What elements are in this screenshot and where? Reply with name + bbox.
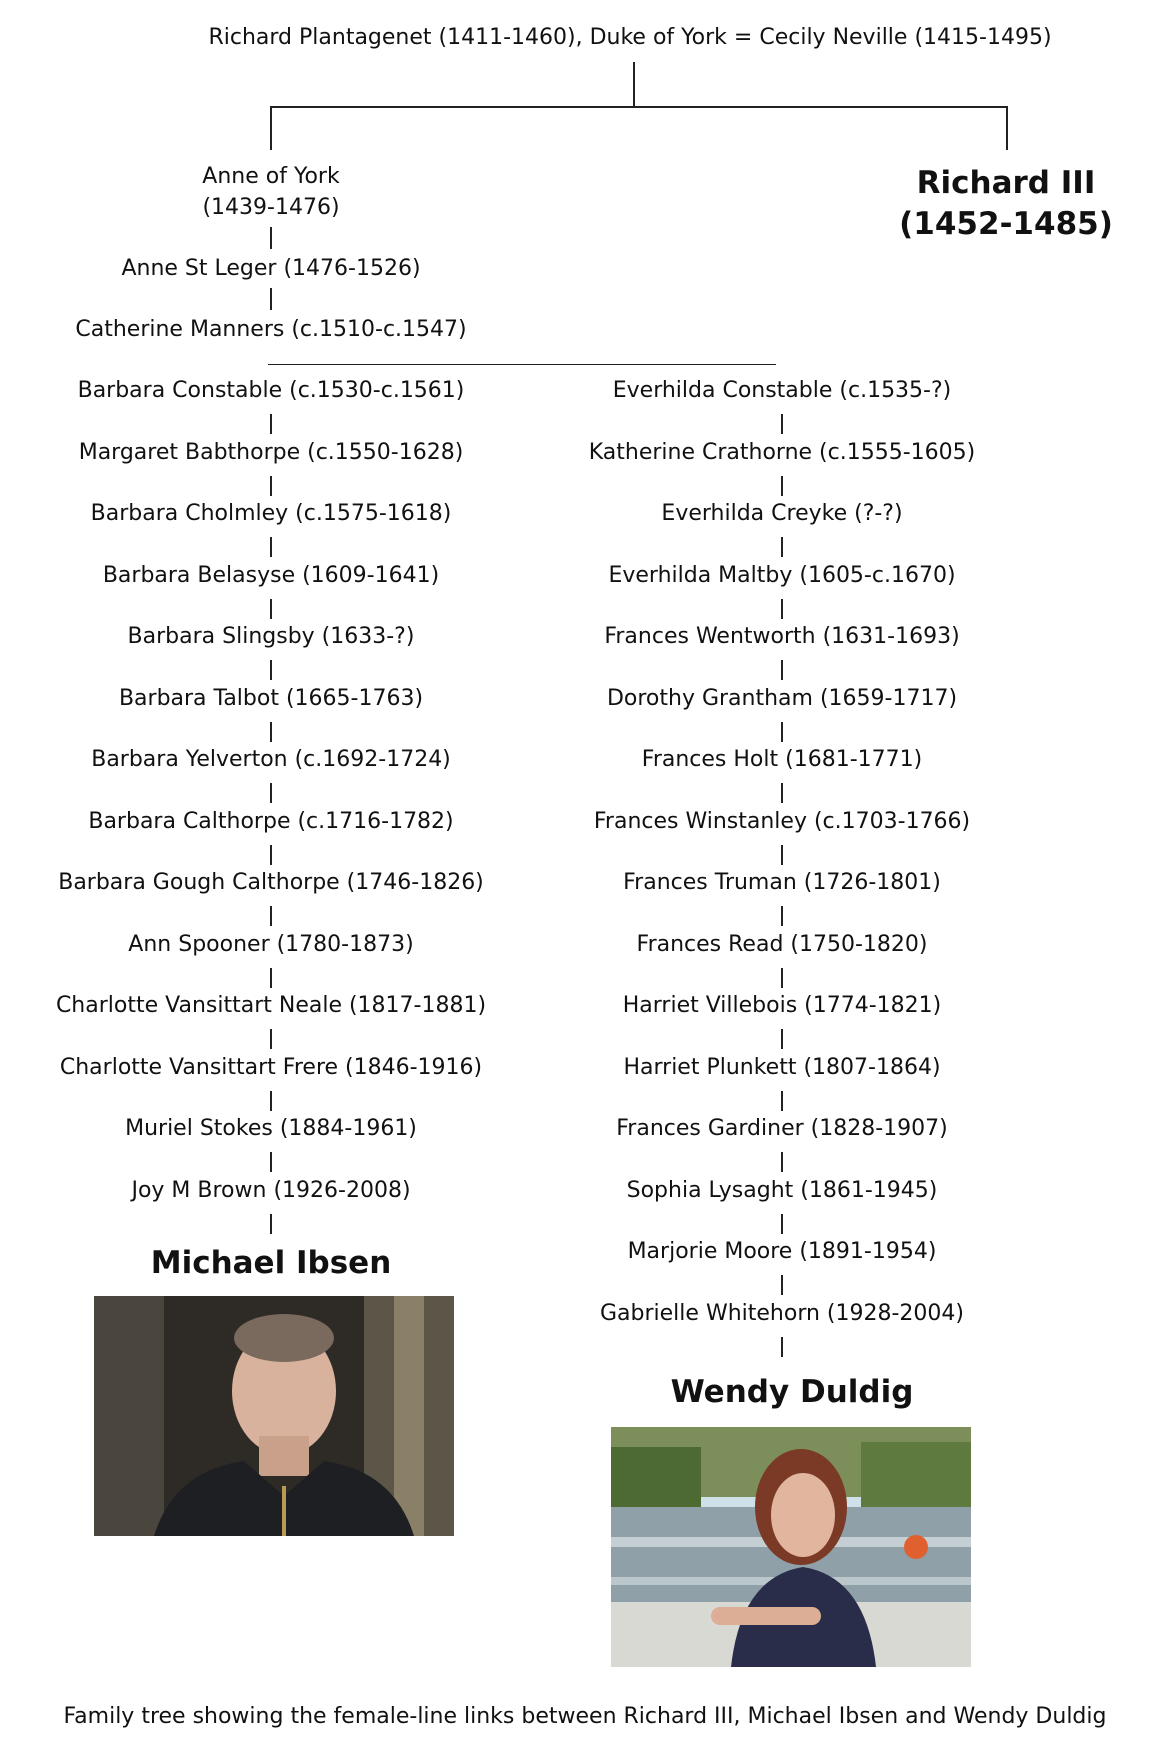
lineage-person: Barbara Yelverton (c.1692-1724) — [91, 747, 451, 772]
parents-label: Richard Plantagenet (1411-1460), Duke of York = Cecily Neville (1415-1495) — [208, 25, 1052, 50]
lineage-person: Everhilda Constable (c.1535-?) — [612, 378, 952, 403]
connector — [781, 1337, 783, 1357]
connector — [781, 845, 783, 865]
connector — [781, 968, 783, 988]
lineage-person: Dorothy Grantham (1659-1717) — [606, 685, 958, 711]
lineage-person: Joy M Brown (1926-2008) — [131, 1177, 411, 1203]
lineage-person: Harriet Plunkett (1807-1864) — [623, 1054, 941, 1080]
lineage-person: Marjorie Moore (1891-1954) — [627, 1239, 937, 1264]
connector — [781, 722, 783, 742]
lineage-person: Barbara Slingsby (1633-?) — [127, 624, 415, 649]
lineage-person: Everhilda Creyke (?-?) — [661, 501, 903, 526]
lineage-person: Frances Truman (1726-1801) — [623, 870, 941, 895]
connector — [270, 1091, 272, 1111]
connector — [270, 660, 272, 680]
michael-ibsen-label: Michael Ibsen — [150, 1245, 392, 1281]
lineage-person: Frances Wentworth (1631-1693) — [604, 624, 960, 649]
connector — [781, 414, 783, 434]
caption: Family tree showing the female-line links between Richard III, Michael Ibsen and Wendy Duldig — [63, 1704, 1107, 1729]
connector — [633, 62, 635, 107]
lineage-person: Anne St Leger (1476-1526) — [121, 256, 421, 281]
connector — [781, 1152, 783, 1172]
connector — [270, 599, 272, 619]
michael-ibsen-photo — [94, 1296, 454, 1536]
lineage-person: Barbara Calthorpe (c.1716-1782) — [88, 808, 454, 834]
lineage-person: Sophia Lysaght (1861-1945) — [626, 1177, 938, 1203]
connector — [781, 1091, 783, 1111]
connector — [781, 537, 783, 557]
connector — [781, 599, 783, 619]
lineage-person: Barbara Cholmley (c.1575-1618) — [90, 501, 452, 526]
connector — [781, 1214, 783, 1234]
lineage-person: Ann Spooner (1780-1873) — [128, 931, 414, 957]
connector — [270, 722, 272, 742]
anne-of-york-name: Anne of York — [202, 164, 340, 189]
anne-of-york-dates: (1439-1476) — [202, 195, 340, 220]
wendy-duldig-photo — [611, 1427, 971, 1667]
richard-iii-dates: (1452-1485) — [899, 206, 1113, 242]
connector — [270, 288, 272, 310]
lineage-person: Frances Holt (1681-1771) — [641, 747, 923, 772]
connector — [270, 537, 272, 557]
connector — [270, 106, 272, 150]
lineage-person: Frances Read (1750-1820) — [636, 931, 928, 957]
lineage-person: Barbara Belasyse (1609-1641) — [102, 562, 440, 588]
connector — [270, 783, 272, 803]
lineage-person: Barbara Talbot (1665-1763) — [118, 685, 424, 711]
connector — [270, 906, 272, 926]
lineage-person: Charlotte Vansittart Frere (1846-1916) — [59, 1054, 483, 1080]
connector — [270, 227, 272, 249]
lineage-person: Frances Gardiner (1828-1907) — [616, 1116, 948, 1141]
connector — [270, 845, 272, 865]
lineage-person: Muriel Stokes (1884-1961) — [125, 1116, 417, 1141]
branch-connector — [268, 364, 776, 365]
connector — [270, 968, 272, 988]
connector — [781, 1029, 783, 1049]
connector — [270, 476, 272, 496]
connector — [781, 476, 783, 496]
connector — [270, 1214, 272, 1234]
connector — [781, 783, 783, 803]
lineage-person: Frances Winstanley (c.1703-1766) — [593, 808, 971, 834]
connector — [781, 906, 783, 926]
connector — [270, 106, 1008, 108]
connector — [781, 660, 783, 680]
connector — [270, 414, 272, 434]
lineage-person: Catherine Manners (c.1510-c.1547) — [75, 317, 467, 342]
lineage-person: Barbara Constable (c.1530-c.1561) — [77, 378, 465, 403]
lineage-person: Charlotte Vansittart Neale (1817-1881) — [55, 993, 487, 1018]
lineage-person: Katherine Crathorne (c.1555-1605) — [588, 439, 976, 465]
lineage-person: Margaret Babthorpe (c.1550-1628) — [78, 439, 464, 465]
richard-iii-name: Richard III — [916, 165, 1096, 201]
lineage-person: Barbara Gough Calthorpe (1746-1826) — [58, 870, 484, 895]
wendy-duldig-label: Wendy Duldig — [670, 1374, 914, 1410]
lineage-person: Everhilda Maltby (1605-c.1670) — [608, 562, 956, 588]
connector — [270, 1152, 272, 1172]
connector — [270, 1029, 272, 1049]
connector — [1006, 106, 1008, 150]
lineage-person: Harriet Villebois (1774-1821) — [622, 993, 942, 1018]
lineage-person: Gabrielle Whitehorn (1928-2004) — [600, 1300, 964, 1326]
connector — [781, 1275, 783, 1295]
